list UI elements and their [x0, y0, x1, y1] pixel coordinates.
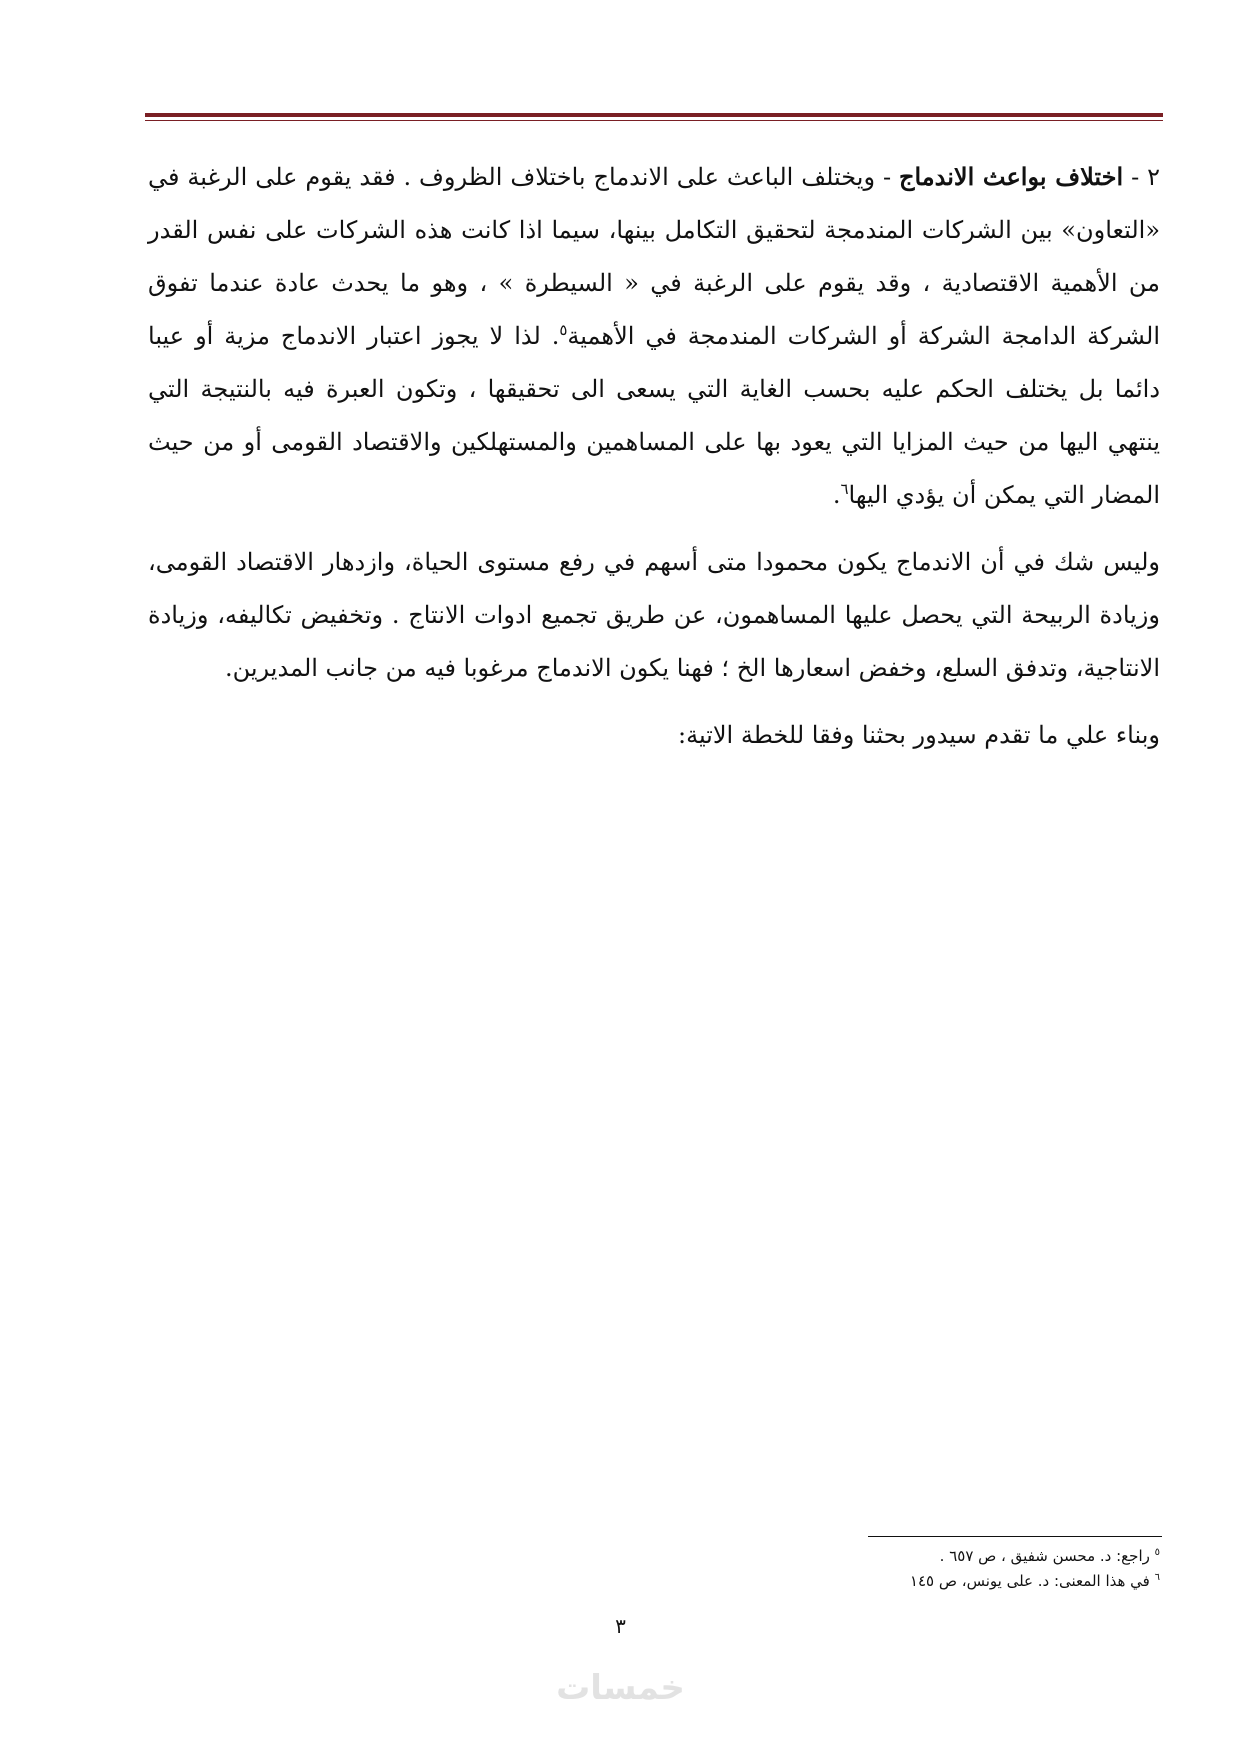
- paragraph-text-c: .: [832, 481, 841, 509]
- paragraph-text-b: . لذا لا يجوز اعتبار الاندماج مزية أو عيبا دائما بل يختلف الحكم عليه بحسب الغاية التي يسعى الى تحقيقها ، وتكون العبرة فيه بالنتيجة التي ينتهي اليها من حيث المزايا التي يعود بها على المساهمين والمستهلكين والاقتصاد القومى أو من حيث المضار التي يمكن أن يؤدي اليها: [148, 322, 1160, 509]
- footnote-6: [700, 1567, 1160, 1592]
- footnote-mark: ٦: [1154, 1572, 1160, 1583]
- footnote-5: [700, 1542, 1160, 1567]
- footnote-text: راجع: د. محسن شفيق ، ص ٦٥٧ .: [939, 1547, 1155, 1565]
- footnote-rule: [868, 1536, 1162, 1537]
- body-text: [148, 150, 1160, 776]
- section-number: ٢ -: [1131, 163, 1160, 191]
- paragraph-plan-intro: وبناء علي ما تقدم سيدور بحثنا وفقا للخطة الاتية:: [677, 721, 1160, 749]
- footnote-ref-5[interactable]: ٥: [559, 321, 568, 339]
- paragraph-text-a: - ويختلف الباعث على الاندماج باختلاف الظروف . فقد يقوم على الرغبة في «التعاون» بين الشركات المندمجة لتحقيق التكامل بينها، سيما اذا كانت هذه الشركات على نفس القدر من الأهمية الاقتصادية ، وقد يقوم على الرغبة في « السيطرة » ، وهو ما يحدث عادة عندما تفوق الشركة الدامجة الشركة أو الشركات المندمجة في الأهمية: [148, 163, 1160, 350]
- footnote-text: في هذا المعنى: د. على يونس، ص ١٤٥: [909, 1572, 1155, 1590]
- section-heading: اختلاف بواعث الاندماج: [898, 162, 1124, 191]
- footnotes: [700, 1542, 1160, 1592]
- footnote-ref-6[interactable]: ٦: [840, 480, 849, 498]
- paragraph-merger-motives: [148, 150, 1160, 522]
- page-number: ٣: [615, 1614, 626, 1638]
- watermark-logo: خمسات: [556, 1668, 685, 1708]
- footnote-mark: ٥: [1154, 1547, 1160, 1558]
- paragraph-merger-benefits: وليس شك في أن الاندماج يكون محمودا متى أسهم في رفع مستوى الحياة، وازدهار الاقتصاد القومى، وزيادة الربيحة التي يحصل عليها المساهمون، عن طريق تجميع ادوات الانتاج . وتخفيض تكاليفه، وزيادة الانتاجية، وتدفق السلع، وخفض اسعارها الخ ؛ فهنا يكون الاندماج مرغوبا فيه من جانب المديرين.: [148, 548, 1161, 682]
- header-rule: [145, 113, 1163, 121]
